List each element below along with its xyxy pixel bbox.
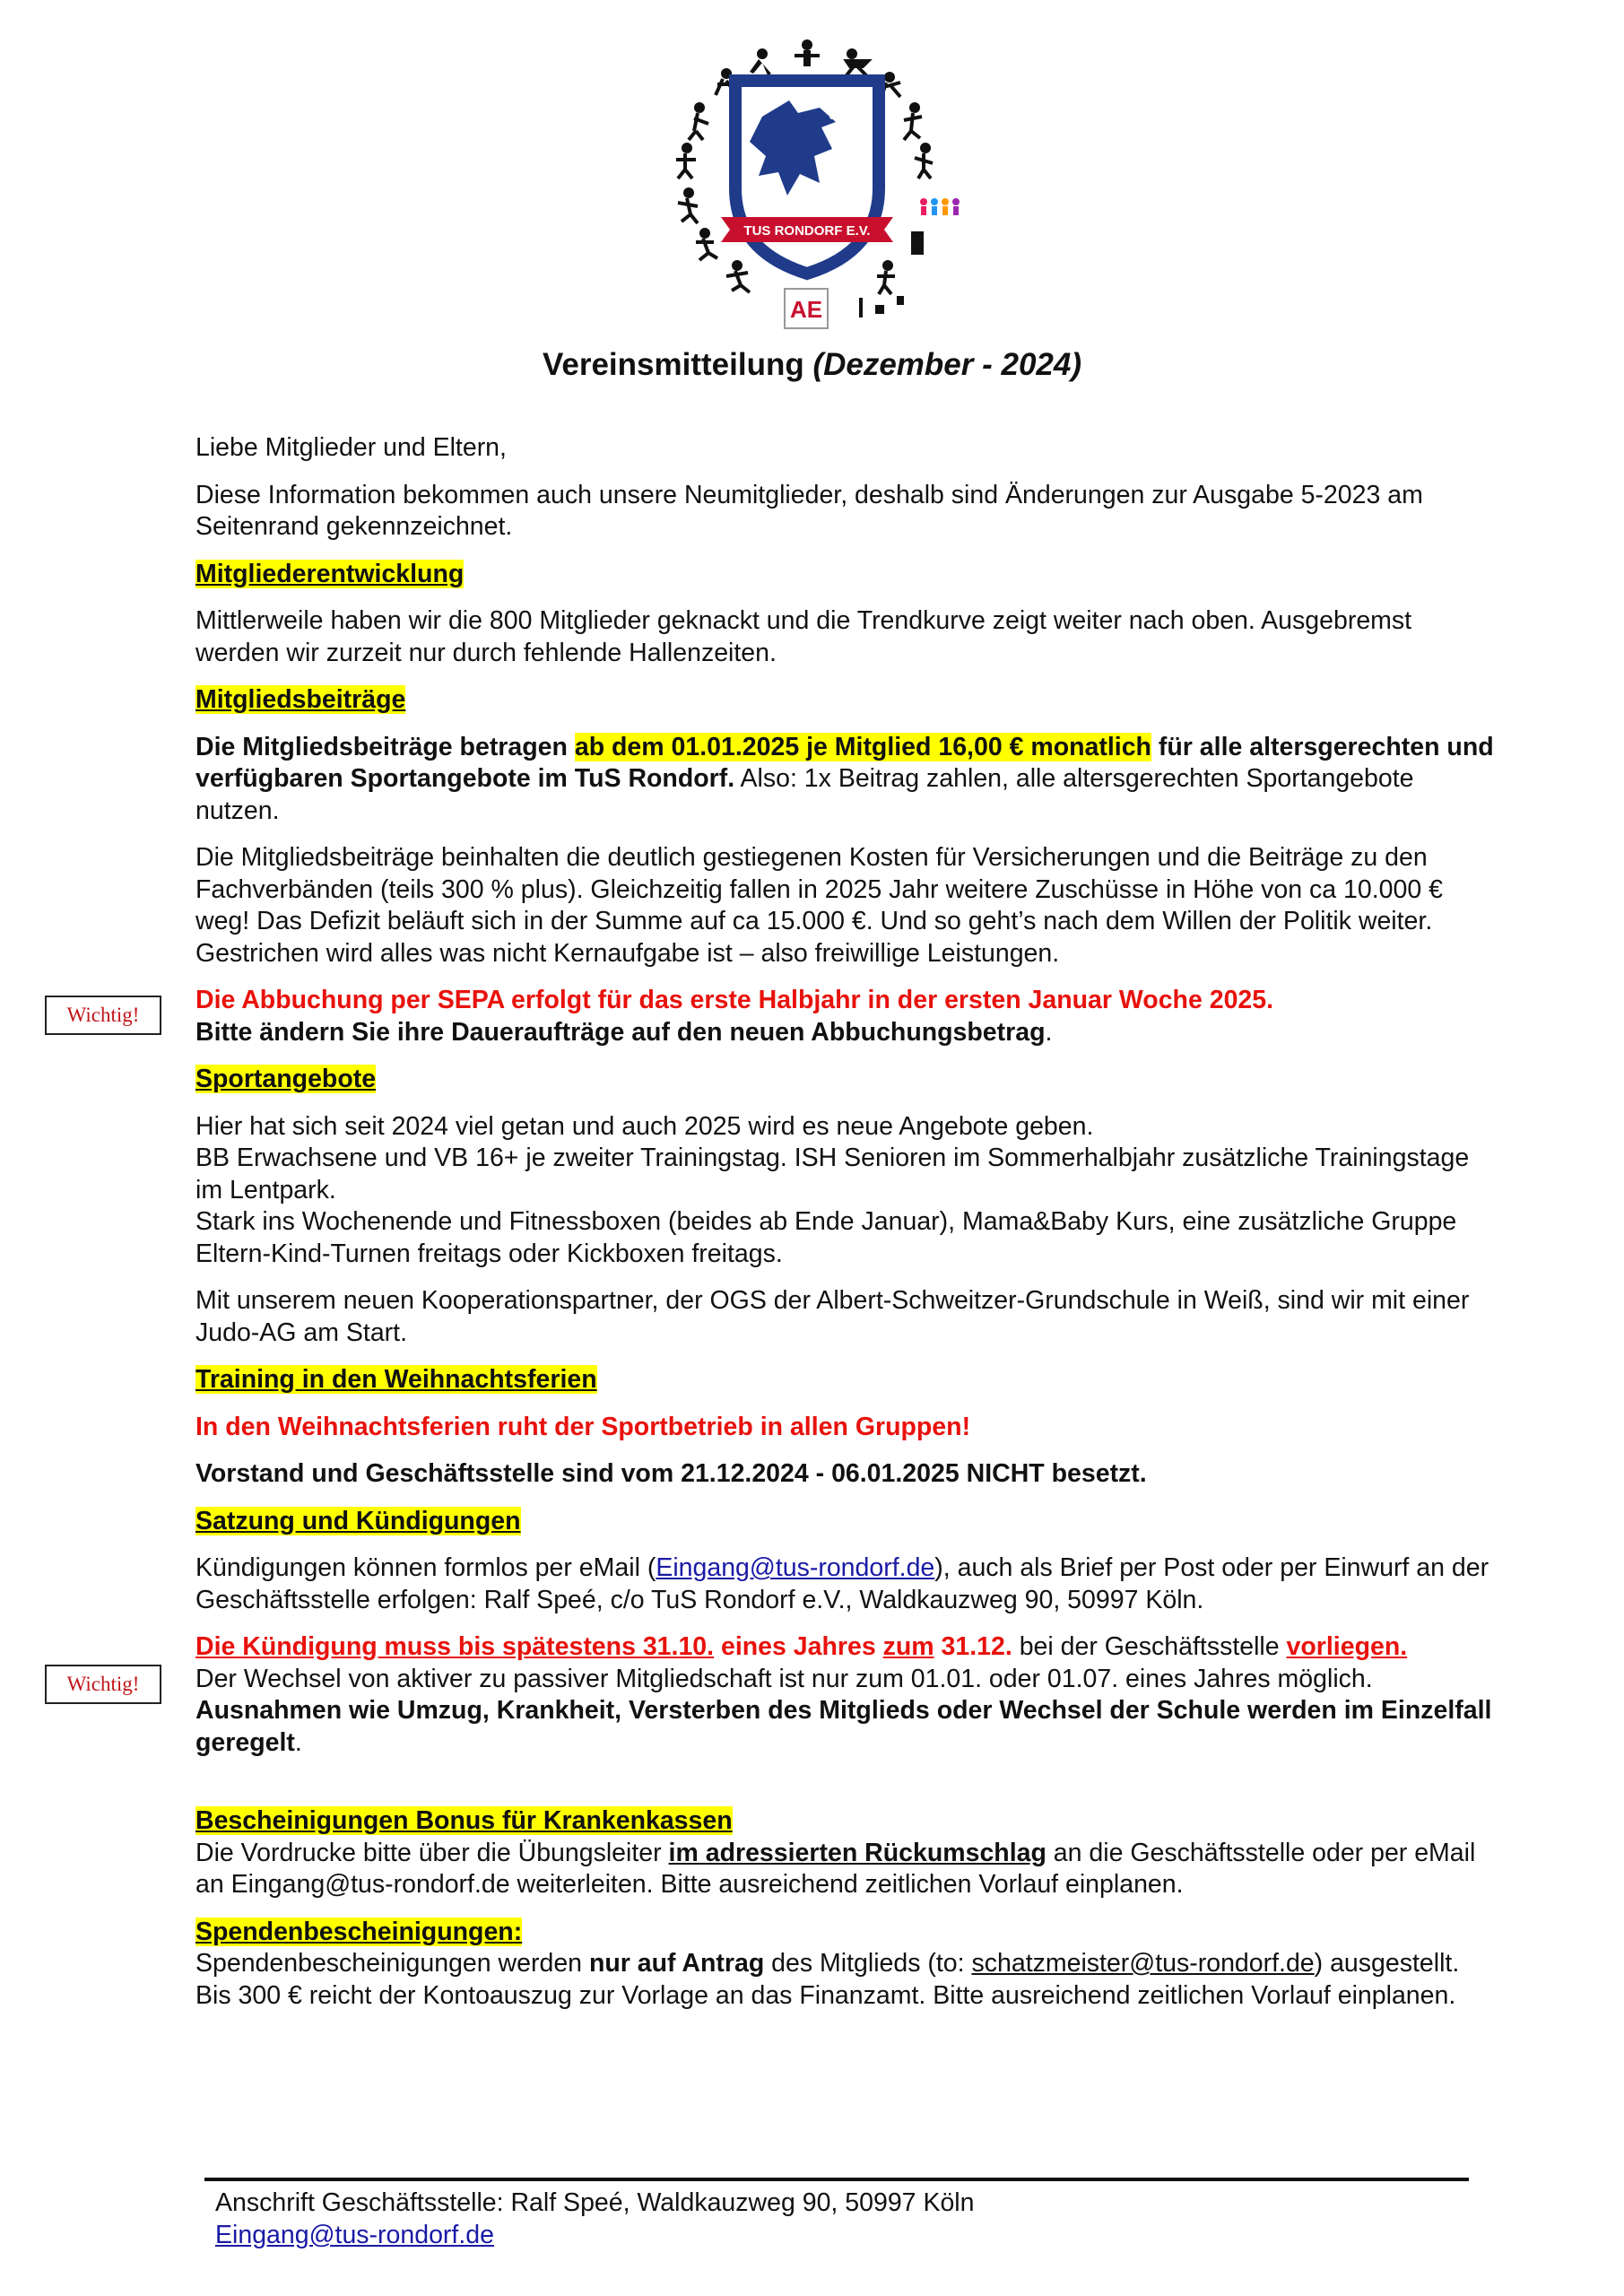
beitraege-rest: Also: 1x Beitrag zahlen, alle altersgerechten Sportangebote nutzen. [195, 764, 1414, 825]
kuendigung-deadline: Die Kündigung muss bis spätestens 31.10. [195, 1632, 715, 1661]
email-link-schatzmeister[interactable]: schatzmeister@tus-rondorf.de [971, 1949, 1315, 1978]
beitraege-highlight: ab dem 01.01.2025 je Mitglied 16,00 € monatlich [574, 732, 1151, 761]
club-name-banner [721, 217, 893, 242]
kids-group-icon [920, 198, 960, 215]
title-period: (Dezember - 2024) [812, 347, 1082, 382]
footer [215, 2187, 974, 2251]
bonus-text-c: an die Geschäftsstelle oder per eMail an Eingang@tus-rondorf.de weiterleiten. Bitte ausreichend zeitlichen Vorlauf einplanen. [195, 1838, 1476, 1899]
sepa-notice [195, 985, 1496, 1048]
kuendigung-date: 31.12. [934, 1632, 1012, 1661]
sport-paragraph-1 [195, 1111, 1496, 1271]
heading-sportangebote: Sportangebote [195, 1065, 377, 1093]
spacer [195, 1759, 1496, 1805]
heading-satzung-kuendigungen: Satzung und Kündigungen [195, 1506, 521, 1535]
training-office-notice: Vorstand und Geschäftsstelle sind vom 21.12.2024 - 06.01.2025 NICHT besetzt. [195, 1459, 1147, 1488]
heading-mitgliederentwicklung: Mitgliederentwicklung [195, 559, 465, 588]
heading-spendenbescheinigungen: Spendenbescheinigungen: [195, 1917, 523, 1946]
kuendigung-text-2: eines Jahres [714, 1632, 883, 1661]
club-name-text: TUS RONDORF E.V. [743, 223, 871, 239]
section-heading-mitglieder [195, 559, 1496, 591]
letter-body [195, 432, 1496, 2012]
beitraege-bold-a: Die Mitgliedsbeiträge betragen [195, 732, 575, 761]
training-red-notice: In den Weihnachtsferien ruht der Sportbetrieb in allen Gruppen! [195, 1412, 971, 1441]
wechsel-text: Der Wechsel von aktiver zu passiver Mitgliedschaft ist nur zum 01.01. oder 01.07. eines Jahres möglich. [195, 1664, 1373, 1693]
bonus-section [195, 1805, 1496, 1901]
ausnahmen-text: Ausnahmen wie Umzug, Krankheit, Versterben des Mitglieds oder Wechsel der Schule werden im Einzelfall geregelt [195, 1696, 1492, 1757]
spenden-section [195, 1917, 1496, 2013]
club-logo [628, 18, 986, 350]
bonus-rueckumschlag: im adressierten Rückumschlag [668, 1838, 1046, 1867]
sport-line: BB Erwachsene und VB 16+ je zweiter Trainingstag. ISH Senioren im Sommerhalbjahr zusätzliche Trainingstage im Lentpark. [195, 1144, 1470, 1205]
kuendigung-text-5: bei der Geschäftsstelle [1012, 1632, 1287, 1661]
beitraege-paragraph-1 [195, 732, 1496, 828]
spenden-text-a: Spendenbescheinigungen werden [195, 1949, 589, 1978]
club-crest [735, 81, 879, 274]
section-heading-beitraege [195, 684, 1496, 717]
section-heading-sport [195, 1064, 1496, 1096]
intro-paragraph: Diese Information bekommen auch unsere Neumitglieder, deshalb sind Änderungen zur Ausgabe 5-2023 am Seitenrand gekennzeichnet. [195, 480, 1423, 541]
kuendigung-notice [195, 1631, 1496, 1759]
ae-badge-text: AE [789, 296, 823, 323]
spenden-text-d: ) ausgestellt. Bis 300 € reicht der Kontoauszug zur Vorlage an das Finanzamt. Bitte ausreichend zeitlichen Vorlauf einplanen. [195, 1949, 1460, 2010]
email-link-eingang[interactable]: Eingang@tus-rondorf.de [656, 1553, 935, 1582]
footer-address: Anschrift Geschäftsstelle: Ralf Speé, Waldkauzweg 90, 50997 Köln [215, 2188, 975, 2217]
kuendigung-zum: zum [882, 1632, 934, 1661]
sepa-end: . [1045, 1017, 1053, 1047]
mitglieder-text: Mittlerweile haben wir die 800 Mitglieder geknackt und die Trendkurve zeigt weiter nach oben. Ausgebremst werden wir zurzeit nur durch fehlende Hallenzeiten. [195, 606, 1412, 667]
footer-email-link[interactable]: Eingang@tus-rondorf.de [215, 2221, 494, 2249]
ausnahmen-end: . [294, 1727, 302, 1757]
spenden-antrag: nur auf Antrag [588, 1949, 765, 1978]
beitraege-paragraph-2: Die Mitgliedsbeiträge beinhalten die deutlich gestiegenen Kosten für Versicherungen und die Beiträge zu den Fachverbänden (teils 300 % plus). Gleichzeitig fallen in 2025 Jahr weitere Zuschüsse in Höhe von ca 10.000 € weg! Das Defizit beläuft sich in der Summe auf ca 15.000 €. Und so geht’s nach dem Willen der Politik weiter. Gestrichen wird alles was nicht Kernaufgabe ist – also freiwillige Leistungen. [195, 843, 1443, 968]
footer-divider [204, 2178, 1469, 2181]
sport-line: Hier hat sich seit 2024 viel getan und auch 2025 wird es neue Angebote geben. [195, 1111, 1094, 1141]
satzung-text-a: Kündigungen können formlos per eMail ( [195, 1553, 656, 1582]
spenden-text-c: des Mitglieds (to: [764, 1949, 972, 1978]
sepa-red-text: Die Abbuchung per SEPA erfolgt für das erste Halbjahr in der ersten Januar Woche 2025. [195, 986, 1274, 1014]
heading-training-weihnachtsferien: Training in den Weihnachtsferien [195, 1365, 597, 1394]
satzung-text-b: ), auch als Brief per Post oder per Einwurf an der Geschäftsstelle erfolgen: Ralf Speé, c/o TuS Rondorf e.V., Waldkauzweg 90, 50997 Köln. [195, 1553, 1489, 1614]
heading-bescheinigungen-bonus: Bescheinigungen Bonus für Krankenkassen [195, 1806, 733, 1835]
satzung-paragraph-1 [195, 1552, 1496, 1616]
ae-badge [785, 289, 828, 328]
heading-mitgliedsbeitraege: Mitgliedsbeiträge [195, 685, 406, 714]
page-title [0, 345, 1624, 385]
bonus-text-a: Die Vordrucke bitte über die Übungsleiter [195, 1838, 669, 1867]
section-heading-training [195, 1364, 1496, 1396]
kuendigung-vorliegen: vorliegen. [1286, 1632, 1408, 1661]
title-main: Vereinsmitteilung [542, 347, 813, 382]
beitraege-bold-b: für alle altersgerechten und verfügbaren Sportangebote im TuS Rondorf. [195, 732, 1494, 793]
sport-paragraph-2: Mit unserem neuen Kooperationspartner, der OGS der Albert-Schweitzer-Grundschule in Weiß, sind wir mit einer Judo-AG am Start. [195, 1286, 1470, 1347]
margin-note-wichtig: Wichtig! [45, 1665, 161, 1704]
margin-note-wichtig: Wichtig! [45, 996, 161, 1035]
sepa-bold-text: Bitte ändern Sie ihre Daueraufträge auf den neuen Abbuchungsbetrag [195, 1017, 1046, 1047]
sport-line: Stark ins Wochenende und Fitnessboxen (beides ab Ende Januar), Mama&Baby Kurs, eine zusätzliche Gruppe Eltern-Kind-Turnen freitags oder Kickboxen freitags. [195, 1207, 1457, 1268]
greeting: Liebe Mitglieder und Eltern, [195, 433, 507, 462]
spacer [195, 1901, 1496, 1917]
section-heading-satzung [195, 1506, 1496, 1538]
